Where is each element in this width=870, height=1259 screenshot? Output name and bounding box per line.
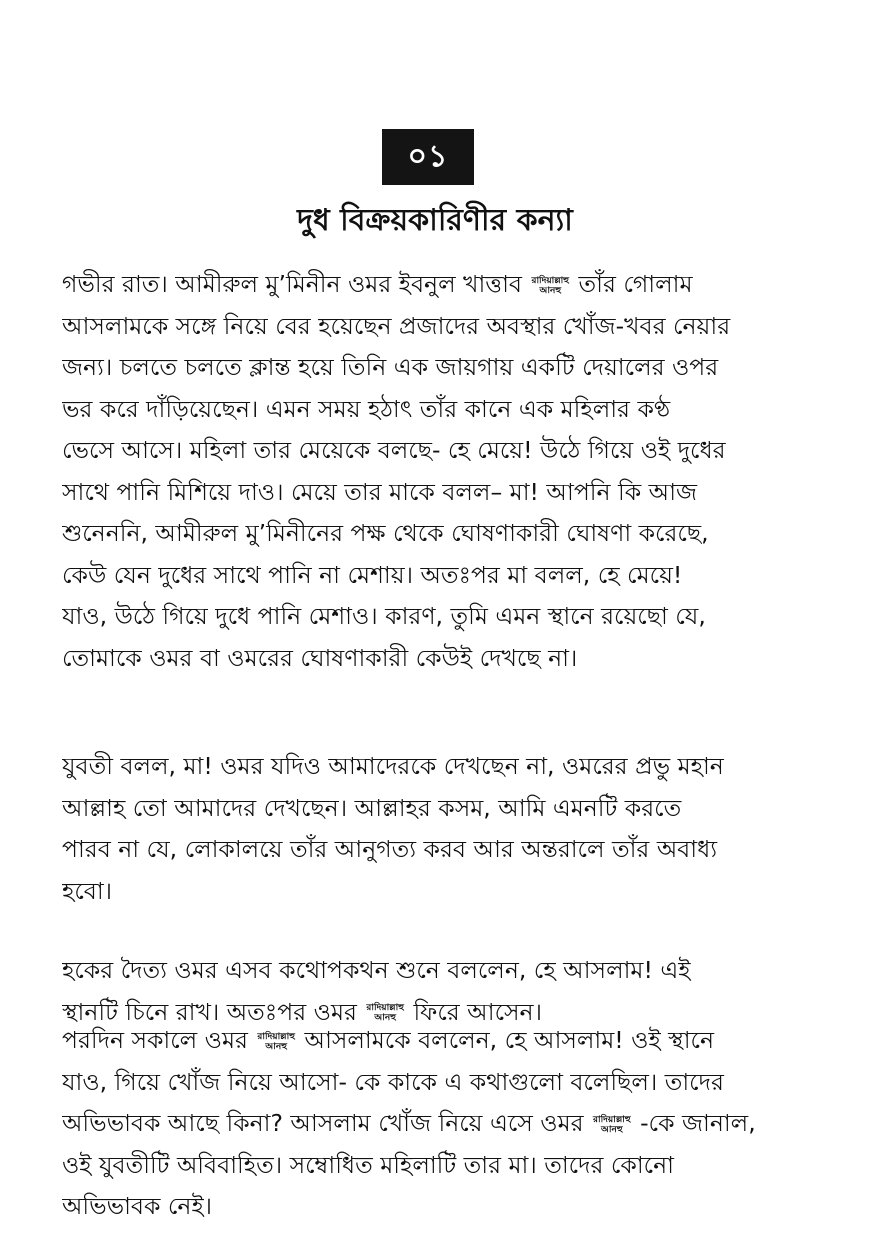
line-text: শুনেননি, আমীরুল মু’মিনীনের পক্ষ থেকে ঘোষণাকারী ঘোষণা করেছে, (62, 519, 709, 547)
line-text: যাও, উঠে গিয়ে দুধে পানি মেশাও। কারণ, তুমি এমন স্থানে রয়েছো যে, (62, 602, 706, 630)
text-line (62, 347, 822, 389)
line-text-continued: তাঁর গোলাম (578, 270, 693, 298)
line-text: পরদিন সকালে ওমর (62, 1026, 248, 1054)
paragraph-4 (62, 1020, 822, 1228)
chapter-number: ০১ (407, 138, 449, 174)
honorific-line1: রাদিয়াল্লাহু (366, 1003, 404, 1013)
line-text: হকের দৈত্য ওমর এসব কথোপকথন শুনে বললেন, হে আসলাম! এই (62, 956, 691, 984)
line-text: সাথে পানি মিশিয়ে দাও। মেয়ে তার মাকে বলল– মা! আপনি কি আজ (62, 477, 698, 506)
honorific-line1: রাদিয়াল্লাহু (257, 1031, 295, 1042)
line-text: ভেসে আসে। মহিলা তার মেয়েকে বলছে- হে মেয়ে! উঠে গিয়ে ওই দুধের (62, 436, 726, 464)
text-line (62, 472, 822, 514)
text-line (62, 555, 822, 597)
line-text: স্থানটি চিনে রাখ। অতঃপর ওমর (62, 997, 357, 1026)
line-text: অভিভাবক নেই। (62, 1192, 213, 1220)
text-line (62, 1062, 822, 1104)
text-line (62, 306, 822, 348)
text-line (62, 871, 822, 913)
text-line (62, 513, 822, 555)
text-line (62, 1145, 822, 1187)
honorific-line2: আনহু (601, 1124, 623, 1135)
line-text: অভিভাবক আছে কিনা? আসলাম খোঁজ নিয়ে এসে ওমর (62, 1109, 584, 1137)
honorific-mark (593, 1115, 631, 1135)
honorific-line2: আনহু (265, 1041, 287, 1052)
text-line (62, 389, 822, 431)
line-text: আল্লাহ তো আমাদের দেখছেন। আল্লাহর কসম, আমি এমনটি করতে (62, 793, 682, 822)
line-text-continued: ফিরে আসেন। (413, 997, 542, 1026)
line-text: হবো। (62, 876, 113, 905)
text-line (62, 1186, 822, 1228)
text-line (62, 829, 822, 871)
text-line (62, 430, 822, 472)
line-text: ওই যুবতীটি অবিবাহিত। সম্বোধিত মহিলাটি তার মা। তাদের কোনো (62, 1150, 674, 1179)
honorific-mark (532, 276, 570, 296)
line-text: জন্য। চলতে চলতে ক্লান্ত হয়ে তিনি এক জায়গায় একটি দেয়ালের ওপর (62, 353, 719, 381)
honorific-mark (257, 1032, 295, 1052)
honorific-line2: আনহু (539, 285, 562, 296)
text-line (62, 950, 822, 992)
paragraph-1 (62, 264, 822, 679)
honorific-line1: রাদিয়াল্লাহু (593, 1114, 631, 1125)
line-text-continued: আসলামকে বললেন, হে আসলাম! ওই স্থানে (304, 1026, 714, 1054)
line-text: ভর করে দাঁড়িয়েছেন। এমন সময় হঠাৎ তাঁর কানে এক মহিলার কণ্ঠ (62, 394, 671, 423)
line-text: যাও, গিয়ে খোঁজ নিয়ে আসো- কে কাকে এ কথাগুলো বলেছিল। তাদের (62, 1067, 724, 1096)
line-text-continued: -কে জানাল, (640, 1109, 756, 1137)
chapter-title: দুধ বিক্রয়কারিণীর কন্যা (297, 203, 573, 238)
line-text: আসলামকে সঙ্গে নিয়ে বের হয়েছেন প্রজাদের অবস্থার খোঁজ-খবর নেয়ার (62, 311, 731, 340)
text-line (62, 638, 822, 680)
text-line (62, 264, 822, 306)
text-line (62, 596, 822, 638)
line-text: পারব না যে, লোকালয়ে তাঁর আনুগত্য করব আর অন্তরালে তাঁর অবাধ্য (62, 835, 718, 863)
text-line (62, 788, 822, 830)
line-text: যুবতী বলল, মা! ওমর যদিও আমাদেরকে দেখছেন না, ওমরের প্রভু মহান (62, 752, 724, 780)
line-text: কেউ যেন দুধের সাথে পানি না মেশায়। অতঃপর মা বলল, হে মেয়ে! (62, 560, 683, 589)
line-text: তোমাকে ওমর বা ওমরের ঘোষণাকারী কেউই দেখছে না। (62, 643, 578, 672)
honorific-line2: আনহু (374, 1013, 396, 1023)
text-line (62, 746, 822, 788)
text-line (62, 1103, 822, 1145)
honorific-line1: রাদিয়াল্লাহু (531, 275, 570, 286)
paragraph-2 (62, 746, 822, 912)
text-line (62, 1020, 822, 1062)
line-text: গভীর রাত। আমীরুল মু’মিনীন ওমর ইবনুল খাত্তাব (62, 270, 523, 298)
chapter-number-box (382, 129, 474, 185)
